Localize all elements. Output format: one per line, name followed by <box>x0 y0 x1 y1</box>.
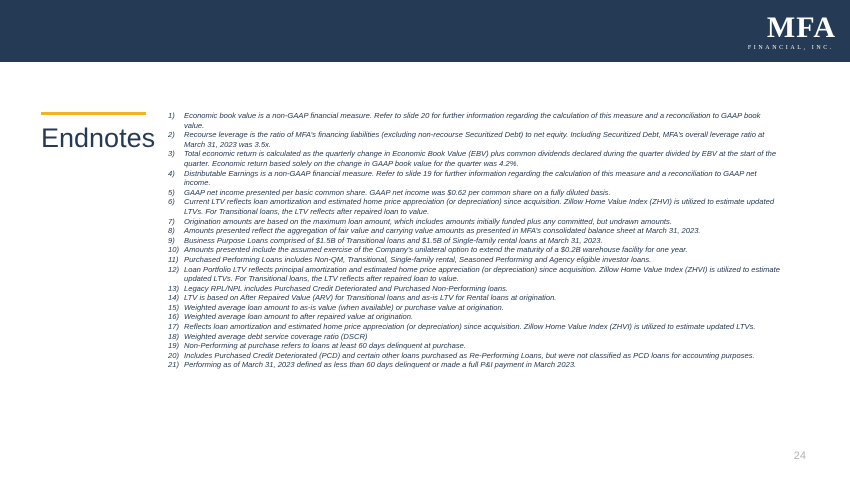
endnote-item <box>168 149 780 168</box>
endnote-item <box>168 255 780 265</box>
endnote-item <box>168 284 780 294</box>
endnote-text: Weighted average debt service coverage ratio (DSCR) <box>184 331 368 341</box>
endnote-number: 7) <box>168 216 175 226</box>
endnote-text: Includes Purchased Credit Deteriorated (PCD) and certain other loans purchased as Re-Performing Loans, but were not classified as PCD loans for accounting purposes. <box>184 350 755 360</box>
endnote-item <box>168 312 780 322</box>
endnote-item <box>168 293 780 303</box>
endnote-number: 9) <box>168 235 175 245</box>
endnote-text: Distributable Earnings is a non-GAAP financial measure. Refer to slide 19 for further information regarding the calculation of this measure and a reconciliation to GAAP net income. <box>184 168 757 188</box>
endnote-item <box>168 169 780 188</box>
endnote-text: Reflects loan amortization and estimated home price appreciation (or depreciation) since acquisition. Zillow Home Value Index (ZHVI) is utilized to estimate updated LTVs. <box>184 322 756 332</box>
endnote-text: Loan Portfolio LTV reflects principal amortization and estimated home price appreciation (or depreciation) since acquisition. Zillow Home Value Index (ZHVI) is utilized to estimate updated LTVs. For Transitional loans, the LTV reflects after repaired loan to value. <box>184 264 780 284</box>
title-accent-line <box>41 112 146 115</box>
endnote-text: Recourse leverage is the ratio of MFA’s financing liabilities (excluding non-recourse Securitized Debt) to net equity. Including Securitized Debt, MFA’s overall leverage ratio at March 31, 2023 was 3.5x. <box>184 130 765 149</box>
endnote-text: Purchased Performing Loans includes Non-QM, Transitional, Single-family rental, Seasoned Performing and Agency eligible investor loans. <box>184 254 652 264</box>
endnote-item <box>168 265 780 284</box>
logo-subtitle: FINANCIAL, INC. <box>747 45 834 51</box>
endnote-item <box>168 217 780 227</box>
endnote-item <box>168 303 780 313</box>
endnote-text: Amounts presented reflect the aggregation of fair value and carrying value amounts as presented in MFA’s consolidated balance sheet at March 31, 2023. <box>184 226 701 236</box>
endnote-item <box>168 111 780 130</box>
endnote-text: Non-Performing at purchase refers to loans at least 60 days delinquent at purchase. <box>184 341 466 351</box>
endnote-text: LTV is based on After Repaired Value (ARV) for Transitional loans and as-is LTV for Rental loans at origination. <box>184 293 557 303</box>
endnote-text: Economic book value is a non-GAAP financial measure. Refer to slide 20 for further information regarding the calculation of this measure and a reconciliation to GAAP book value. <box>184 111 761 130</box>
endnote-number: 2) <box>168 130 175 140</box>
endnote-text: GAAP net income presented per basic common share. GAAP net income was $0.62 per common share on a fully diluted basis. <box>184 187 611 197</box>
endnote-text: Legacy RPL/NPL includes Purchased Credit Deteriorated and Purchased Non-Performing loans. <box>184 283 509 293</box>
endnote-item <box>168 130 780 149</box>
endnote-number: 21) <box>168 360 179 370</box>
endnote-text: Weighted average loan amount to after repaired value at origination. <box>184 312 414 322</box>
endnote-number: 5) <box>168 187 175 197</box>
endnote-text: Performing as of March 31, 2023 defined as less than 60 days delinquent or made a full P&I payment in March 2023. <box>184 360 577 370</box>
endnote-text: Amounts presented include the assumed exercise of the Company’s unilateral option to extend the maturity of a $0.2B warehouse facility for one year. <box>184 245 688 255</box>
endnote-number: 12) <box>168 264 179 274</box>
endnote-text: Current LTV reflects loan amortization and estimated home price appreciation (or depreciation) since acquisition. Zillow Home Value Index (ZHVI) is utilized to estimate updated LTVs. For Transitional loans, the LTV reflects after repaired loan to value. <box>184 197 775 216</box>
endnote-item <box>168 341 780 351</box>
endnote-number: 10) <box>168 245 179 255</box>
endnote-number: 3) <box>168 149 175 159</box>
endnote-text: Business Purpose Loans comprised of $1.5B of Transitional loans and $1.5B of Single-family rental loans at March 31, 2023. <box>184 235 603 245</box>
endnote-item <box>168 245 780 255</box>
endnote-item <box>168 226 780 236</box>
endnote-text: Origination amounts are based on the maximum loan amount, which includes amounts initially funded plus any committed, but undrawn amounts. <box>184 216 672 226</box>
endnote-number: 11) <box>168 254 179 264</box>
endnote-number: 20) <box>168 350 179 360</box>
header-bar <box>0 0 850 62</box>
endnote-number: 18) <box>168 331 179 341</box>
endnote-item <box>168 322 780 332</box>
endnote-item <box>168 236 780 246</box>
endnote-number: 14) <box>168 293 179 303</box>
endnotes-list <box>168 111 780 370</box>
endnote-item <box>168 188 780 198</box>
endnote-number: 1) <box>168 111 175 120</box>
endnote-text: Weighted average loan amount to as-is value (when available) or purchase value at origination. <box>184 302 504 312</box>
endnote-number: 16) <box>168 312 179 322</box>
endnote-number: 8) <box>168 226 175 236</box>
endnote-item <box>168 360 780 370</box>
page-number: 24 <box>793 450 806 462</box>
endnote-item <box>168 332 780 342</box>
endnote-number: 13) <box>168 283 179 293</box>
endnote-text: Total economic return is calculated as the quarterly change in Economic Book Value (EBV) plus common dividends declared during the quarter divided by EBV at the start of the quarter. Economic return based solely on the change in GAAP book value for the quarter was 4.2%. <box>184 149 777 168</box>
page-title: Endnotes <box>41 123 156 153</box>
endnote-number: 17) <box>168 322 179 332</box>
endnote-number: 6) <box>168 197 175 207</box>
company-logo <box>726 13 836 53</box>
endnote-item <box>168 351 780 361</box>
endnote-number: 15) <box>168 302 179 312</box>
logo-wordmark: MFA <box>766 11 836 44</box>
endnote-number: 19) <box>168 341 179 351</box>
endnote-number: 4) <box>168 168 175 178</box>
endnote-item <box>168 197 780 216</box>
